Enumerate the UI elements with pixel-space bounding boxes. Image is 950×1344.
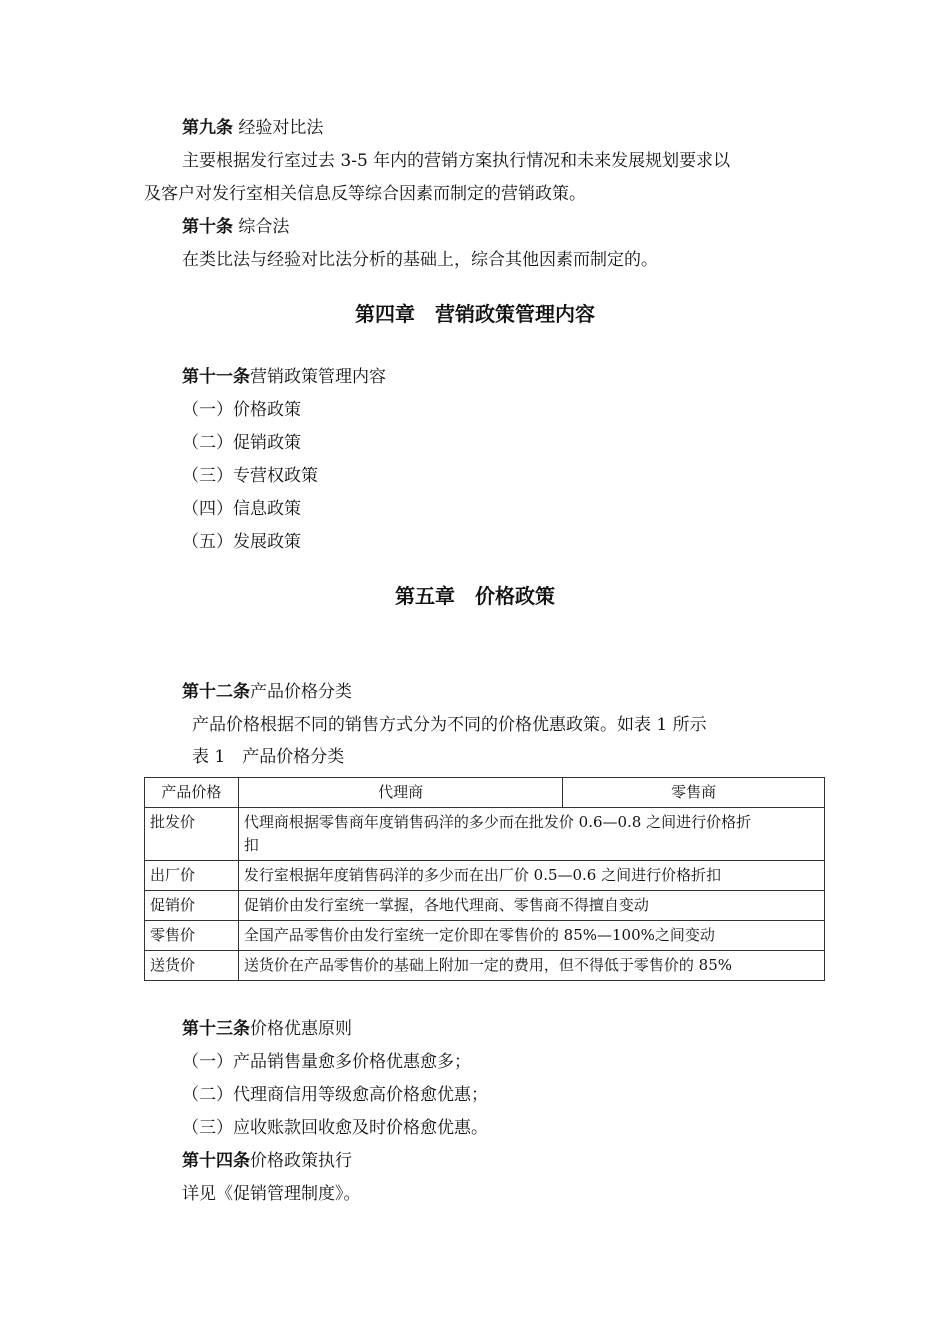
article-13-heading: 第十三条价格优惠原则 bbox=[182, 1019, 352, 1039]
table-header-row bbox=[145, 778, 825, 808]
table-row bbox=[145, 951, 825, 981]
table-row-label: 零售价 bbox=[145, 921, 239, 951]
chapter-5-heading: 第五章 价格政策 bbox=[395, 584, 555, 608]
article-14-text: 详见《促销管理制度》。 bbox=[182, 1184, 361, 1204]
chapter-4-heading: 第四章 营销政策管理内容 bbox=[355, 302, 595, 326]
table-row bbox=[145, 921, 825, 951]
article-13-item: （二）代理商信用等级愈高价格愈优惠； bbox=[182, 1085, 488, 1105]
table-caption: 表 1 产品价格分类 bbox=[192, 747, 345, 767]
article-10-text: 在类比法与经验对比法分析的基础上，综合其他因素而制定的。 bbox=[182, 250, 658, 270]
article-9-text-line-2: 及客户对发行室相关信息反等综合因素而制定的营销政策。 bbox=[144, 184, 586, 204]
table-row-label: 促销价 bbox=[145, 891, 239, 921]
table-row-label: 出厂价 bbox=[145, 861, 239, 891]
article-11-item: （四）信息政策 bbox=[182, 499, 301, 519]
article-9-heading: 第九条 经验对比法 bbox=[182, 118, 324, 138]
article-13-item: （一）产品销售量愈多价格优惠愈多； bbox=[182, 1052, 471, 1072]
article-11-item: （二）促销政策 bbox=[182, 433, 301, 453]
table-row bbox=[145, 808, 825, 861]
article-11-item: （三）专营权政策 bbox=[182, 466, 318, 486]
table-header-cell: 代理商 bbox=[238, 778, 563, 808]
article-10-heading: 第十条 综合法 bbox=[182, 217, 290, 237]
table-row bbox=[145, 891, 825, 921]
table-row-text: 全国产品零售价由发行室统一定价即在零售价的 85%—100%之间变动 bbox=[238, 921, 824, 951]
article-11-heading: 第十一条营销政策管理内容 bbox=[182, 367, 386, 387]
price-classification-table bbox=[144, 777, 825, 981]
table-row-text: 送货价在产品零售价的基础上附加一定的费用，但不得低于零售价的 85% bbox=[238, 951, 824, 981]
table-row-label: 批发价 bbox=[145, 808, 239, 861]
table-header-cell: 零售商 bbox=[563, 778, 825, 808]
table-row-text: 促销价由发行室统一掌握，各地代理商、零售商不得擅自变动 bbox=[238, 891, 824, 921]
table-row bbox=[145, 861, 825, 891]
table-row-text: 发行室根据年度销售码洋的多少而在出厂价 0.5—0.6 之间进行价格折扣 bbox=[238, 861, 824, 891]
article-12-heading: 第十二条产品价格分类 bbox=[182, 682, 352, 702]
table-row-text: 代理商根据零售商年度销售码洋的多少而在批发价 0.6—0.8 之间进行价格折 扣 bbox=[238, 808, 824, 861]
article-13-item: （三）应收账款回收愈及时价格愈优惠。 bbox=[182, 1118, 488, 1138]
article-14-heading: 第十四条价格政策执行 bbox=[182, 1151, 352, 1171]
article-11-item: （一）价格政策 bbox=[182, 400, 301, 420]
table-row-label: 送货价 bbox=[145, 951, 239, 981]
article-11-item: （五）发展政策 bbox=[182, 532, 301, 552]
article-12-text: 产品价格根据不同的销售方式分为不同的价格优惠政策。如表 1 所示 bbox=[192, 715, 707, 735]
table-header-cell: 产品价格 bbox=[145, 778, 239, 808]
article-9-text-line-1: 主要根据发行室过去 3-5 年内的营销方案执行情况和未来发展规划要求以 bbox=[182, 151, 731, 171]
